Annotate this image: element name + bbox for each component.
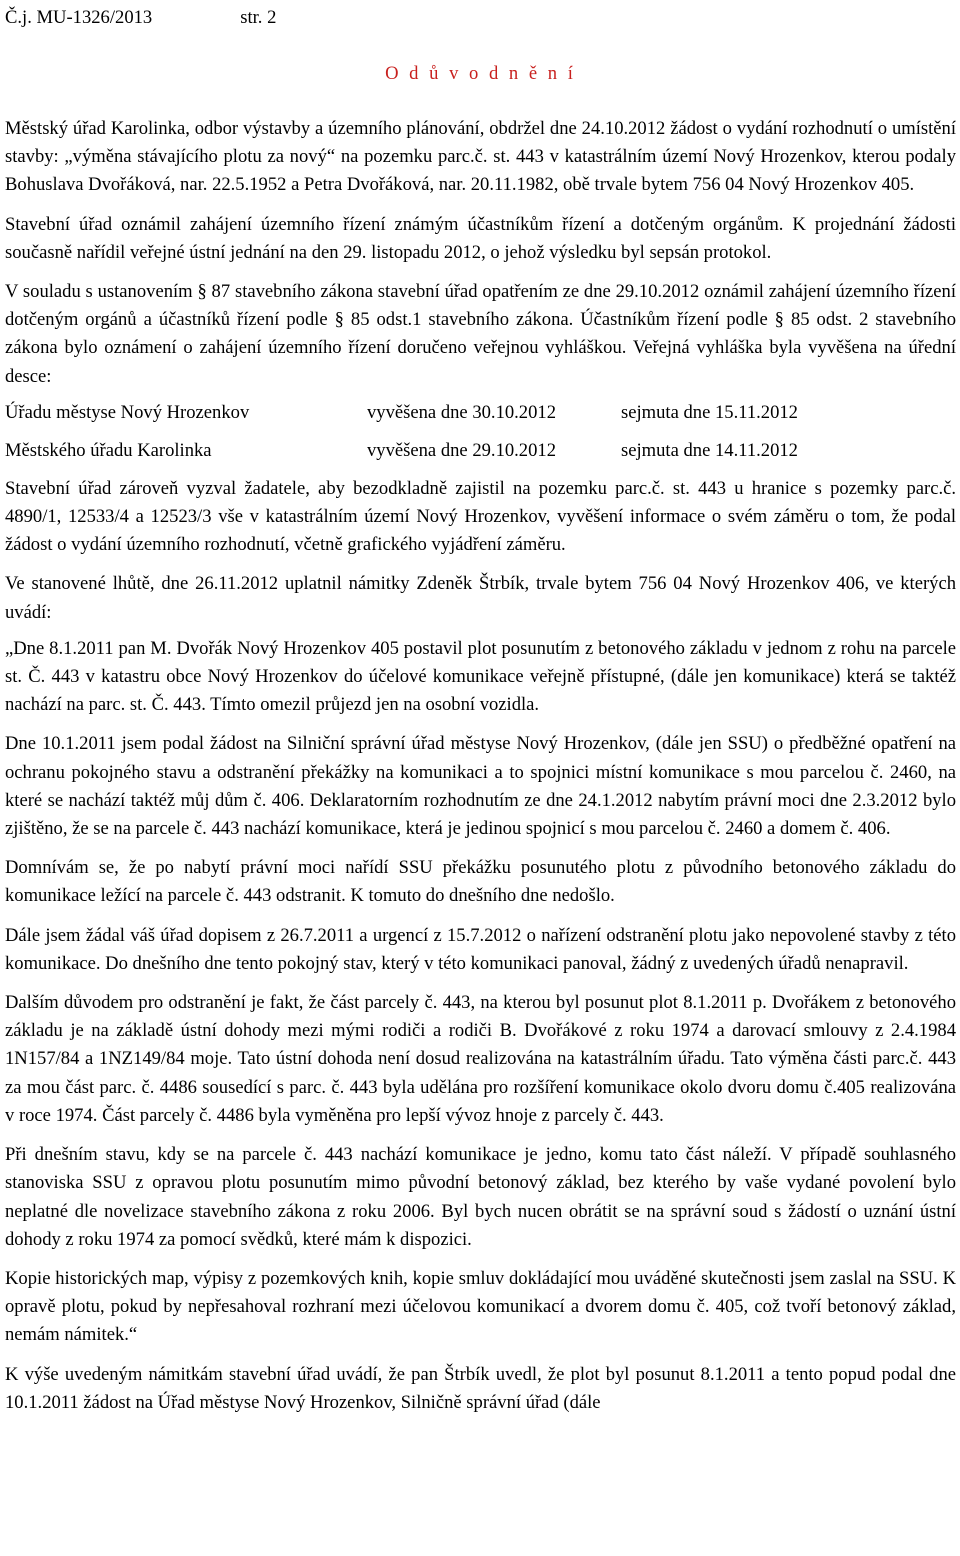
notice-posted-date: vyvěšena dne 30.10.2012 [367, 401, 556, 423]
paragraph-objection-intro: Ve stanovené lhůtě, dne 26.11.2012 uplatnil námitky Zdeněk Štrbík, trvale bytem 756 04 Nový Hrozenkov 406, ve kterých uvádí: [5, 573, 956, 623]
notice-row [5, 399, 956, 427]
paragraph-objection-4: Dále jsem žádal váš úřad dopisem z 26.7.2011 a urgencí z 15.7.2012 o nařízení odstranění plotu jako nepovolené stavby z této komunikace. Do dnešního dne tento pokojný stav, který v této komunikaci panoval, žádný z uvedených úřadů nenapravil. [5, 924, 956, 974]
notice-board-table [5, 399, 956, 465]
notice-row [5, 437, 956, 465]
paragraph-objection-6: Při dnešním stavu, kdy se na parcele č. 443 nachází komunikace je jedno, komu tato část náleží. V případě souhlasného stanoviska SSU z opravou plotu posunutím mimo původní betonový základ, bez kterého by vaše vydané povolení bylo neplatné dle novelizace stavebního zákona z roku 2006. Byl bych nucen obrátit se na správní soud s žádostí o uznání ústní dohody z roku 1974 za pomocí svědků, které mám k dispozici. [5, 1144, 956, 1250]
notice-posted-date: vyvěšena dne 29.10.2012 [367, 439, 556, 461]
notice-removed-date: sejmuta dne 14.11.2012 [621, 439, 798, 461]
paragraph-objection-1: „Dne 8.1.2011 pan M. Dvořák Nový Hrozenkov 405 postavil plot posunutím z betonového základu v jednom z rohu na parcele st. Č. 443 v katastru obce Nový Hrozenkov do účelové komunikace veřejně přístupné, (dále jen komunikace) která se taktéž nachází na parc. st. Č. 443. Tímto omezil průjezd jen na osobní vozidla. [5, 637, 956, 716]
page-number: str. 2 [240, 7, 277, 28]
paragraph-objection-2: Dne 10.1.2011 jsem podal žádost na Silniční správní úřad městyse Nový Hrozenkov, (dále jen SSU) o předběžné opatření na ochranu pokojného stavu a odstranění překážky na komunikaci a to spojnici místní komunikace s mou parcelou č. 2460, na které se nachází taktéž můj dům č. 406. Deklaratorním rozhodnutím ze dne 24.1.2012 nabytím právní moci dne 2.3.2012 bylo zjištěno, že se na parcele č. 443 nachází komunikace, která je jedinou spojnicí s mou parcelou č. 2460 a domem č. 406. [5, 733, 956, 840]
paragraph-objection-7: Kopie historických map, výpisy z pozemkových knih, kopie smluv dokládající mou uváděné skutečnosti jsem zaslal na SSU. K opravě plotu, pokud by nepřesahoval rozhraní mezi účelovou komunikací a dvorem domu č. 405, což tvoří betonový základ, nemám námitek.“ [5, 1267, 956, 1346]
paragraph-applicant-notice: Stavební úřad zároveň vyzval žadatele, aby bezodkladně zajistil na pozemku parc.č. st. 443 u hranice s pozemky parc.č. 4890/1, 12533/4 a 12523/3 vše v katastrálním území Nový Hrozenkov, vyvěšení informace o svém záměru o tom, že podal žádost o vydání územního rozhodnutí, včetně grafického vyjádření záměru. [5, 477, 956, 556]
page-header [5, 4, 956, 34]
notice-removed-date: sejmuta dne 15.11.2012 [621, 401, 798, 423]
reference-number: Č.j. MU-1326/2013 [5, 7, 153, 28]
paragraph-application: Městský úřad Karolinka, odbor výstavby a územního plánování, obdržel dne 24.10.2012 žádost o vydání rozhodnutí o umístění stavby: „výměna stávajícího plotu za nový“ na pozemku parc.č. st. 443 v katastrálním území Nový Hrozenkov, kterou podaly Bohuslava Dvořáková, nar. 22.5.1952 a Petra Dvořáková, nar. 20.11.1982, obě trvale bytem 756 04 Nový Hrozenkov 405. [5, 118, 956, 196]
notice-office: Úřadu městyse Nový Hrozenkov [5, 401, 250, 423]
paragraph-authority-response: K výše uvedeným námitkám stavební úřad uvádí, že pan Štrbík uvedl, že plot byl posunut 8.1.2011 a tento popud podal dne 10.1.2011 žádost na Úřad městyse Nový Hrozenkov, Silničně správní úřad (dále [5, 1363, 956, 1413]
paragraph-notification: Stavební úřad oznámil zahájení územního řízení známým účastníkům řízení a dotčeným orgánům. K projednání žádosti současně nařídil veřejné ústní jednání na den 29. listopadu 2012, o jehož výsledku byl sepsán protokol. [5, 213, 956, 263]
document-title: O d ů v o d n ě n í [385, 63, 576, 84]
notice-office: Městského úřadu Karolinka [5, 439, 212, 461]
paragraph-objection-5: Dalším důvodem pro odstranění je fakt, že část parcely č. 443, na kterou byl posunut plot 8.1.2011 p. Dvořákem z betonového základu je na základě ústní dohody mezi mými rodiči a rodiči B. Dvořákové z roku 1974 a darovací smlouvy z 2.4.1984 1N157/84 a 1NZ149/84 moje. Tato ústní dohoda není dosud realizována na katastrálním úřadu. Tato výměna části parc.č. 443 za mou část parc. č. 4486 sousedící s parc. č. 443 byla udělána pro rozšíření komunikace okolo dvoru domu č.405 realizována v roce 1974. Část parcely č. 4486 byla vyměněna pro lepší vývoz hnoje z parcely č. 443. [5, 992, 956, 1126]
paragraph-objection-3: Domnívám se, že po nabytí právní moci nařídí SSU překážku posunutého plotu z původního betonového základu do komunikace ležící na parcele č. 443 odstranit. K tomuto do dnešního dne nedošlo. [5, 857, 956, 907]
paragraph-public-notice: V souladu s ustanovením § 87 stavebního zákona stavební úřad opatřením ze dne 29.10.2012 oznámil zahájení územního řízení dotčeným orgánů a účastníků řízení podle § 85 odst.1 stavebního zákona. Účastníkům řízení podle § 85 odst. 2 stavebního zákona bylo oznámení o zahájení územního řízení doručeno veřejnou vyhláškou. Veřejná vyhláška byla vyvěšena na úřední desce: [5, 281, 956, 387]
